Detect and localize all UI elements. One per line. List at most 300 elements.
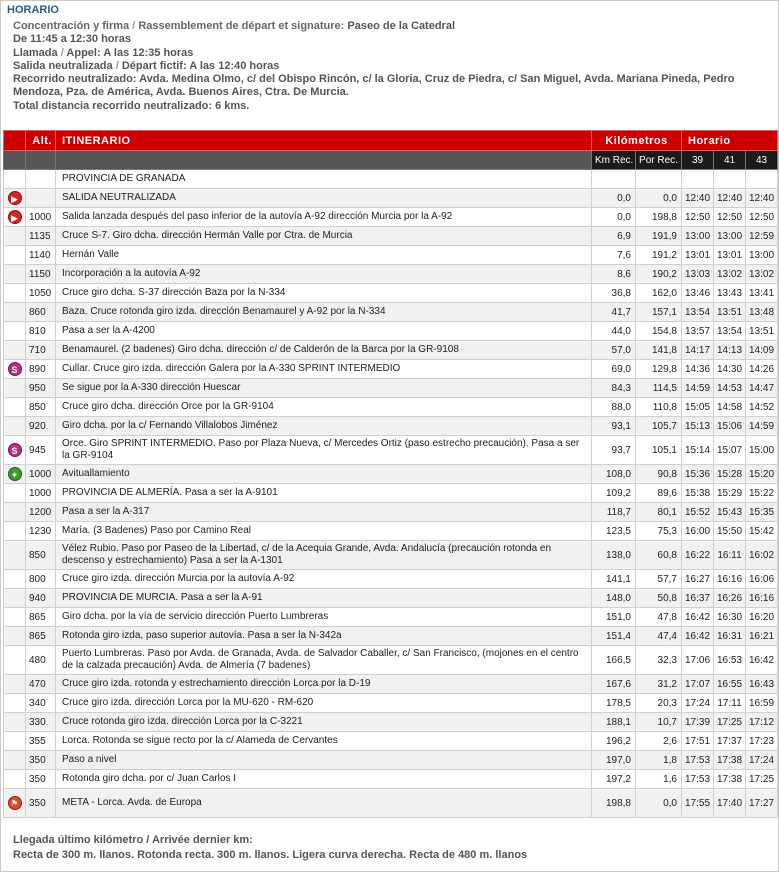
time-41-cell: 16:30 [714,608,746,627]
por-rec-cell: 57,7 [636,570,682,589]
itinerary-cell: Giro dcha. por la c/ Fernando Villalobos Jiménez [56,417,592,436]
row-icon-cell [4,789,26,818]
row-icon-cell [4,379,26,398]
row-icon-cell [4,675,26,694]
separator: / [115,59,122,72]
por-rec-cell: 0,0 [636,789,682,818]
neutral-distance: Total distancia recorrido neutralizado: 6 kms. [13,99,250,112]
itinerary-cell: Rotonda giro izda, paso superior autovía. Pasa a ser la N-342a [56,627,592,646]
por-rec-cell: 75,3 [636,522,682,541]
table-row [4,398,778,417]
row-icon-cell [4,589,26,608]
km-rec-cell: 148,0 [592,589,636,608]
km-rec-cell: 109,2 [592,484,636,503]
por-rec-cell: 89,6 [636,484,682,503]
time-39-cell: 12:40 [682,189,714,208]
por-rec-cell: 47,8 [636,608,682,627]
time-41-cell: 17:25 [714,713,746,732]
time-43-cell: 13:00 [746,246,778,265]
time-41-cell: 16:53 [714,646,746,675]
por-rec-cell: 191,9 [636,227,682,246]
time-43-cell: 12:40 [746,189,778,208]
por-rec-cell: 10,7 [636,713,682,732]
header-speed-41: 41 [714,151,746,170]
time-43-cell: 14:47 [746,379,778,398]
table-subheader-row [4,151,778,170]
subheader-empty [26,151,56,170]
itinerary-cell: Salida lanzada después del paso inferior de la autovía A-92 dirección Murcia por la A-92 [56,208,592,227]
row-icon-cell [4,265,26,284]
table-row [4,303,778,322]
time-41-cell: 15:07 [714,436,746,465]
table-row [4,694,778,713]
km-rec-cell: 44,0 [592,322,636,341]
row-icon-cell [4,503,26,522]
altitude-cell: 1200 [26,503,56,522]
time-39-cell: 15:05 [682,398,714,417]
last-km-text: Recta de 300 m. llanos. Rotonda recta. 300 m. llanos. Ligera curva derecha. Recta de 480 m. llanos [13,848,528,861]
altitude-cell: 1000 [26,484,56,503]
time-41-cell: 12:40 [714,189,746,208]
km-rec-cell: 108,0 [592,465,636,484]
por-rec-cell: 154,8 [636,322,682,341]
por-rec-cell: 105,7 [636,417,682,436]
header-speed-39: 39 [682,151,714,170]
row-icon-cell [4,284,26,303]
time-43-cell: 16:16 [746,589,778,608]
km-rec-cell: 167,6 [592,675,636,694]
km-rec-cell: 197,2 [592,770,636,789]
km-rec-cell [592,170,636,189]
table-row [4,379,778,398]
time-39-cell: 15:14 [682,436,714,465]
time-43-cell: 15:35 [746,503,778,522]
time-43-cell: 14:52 [746,398,778,417]
time-43-cell: 14:09 [746,341,778,360]
row-icon-cell [4,484,26,503]
itinerary-cell: María. (3 Badenes) Paso por Camino Real [56,522,592,541]
itinerary-cell: Cruce giro izda. dirección Lorca por la MU-620 - RM-620 [56,694,592,713]
por-rec-cell [636,170,682,189]
row-icon-cell [4,646,26,675]
altitude-cell: 940 [26,589,56,608]
time-43-cell: 17:23 [746,732,778,751]
table-row [4,246,778,265]
por-rec-cell: 198,8 [636,208,682,227]
time-41-cell: 16:55 [714,675,746,694]
header-itinerario: ITINERARIO [56,131,592,151]
table-row [4,284,778,303]
header-km-rec: Km Rec. [592,151,636,170]
feed-zone-icon: ✦ [8,467,22,481]
itinerary-cell: Hernán Valle [56,246,592,265]
time-43-cell: 14:59 [746,417,778,436]
time-41-cell [714,170,746,189]
table-row [4,541,778,570]
neutral-route: Recorrido neutralizado: Avda. Medina Olmo, c/ del Obispo Rincón, c/ la Gloria, Cruz de Piedra, c/ San Miguel, Avda. Mariana Pineda, Pedro Mendoza, Pza. de América, Avda. Buenos Aires, Ctra. De Murcia. [13,73,735,99]
altitude-cell: 1230 [26,522,56,541]
itinerary-cell: Incorporación a la autovía A-92 [56,265,592,284]
itinerary-cell: Cruce S-7. Giro dcha. dirección Hermán Valle por Ctra. de Murcia [56,227,592,246]
assembly-time: De 11:45 a 12:30 horas [13,33,132,46]
time-41-cell: 14:13 [714,341,746,360]
table-row [4,322,778,341]
time-43-cell: 16:06 [746,570,778,589]
table-row [4,341,778,360]
time-43-cell: 12:50 [746,208,778,227]
altitude-cell: 340 [26,694,56,713]
por-rec-cell: 1,8 [636,751,682,770]
time-43-cell: 13:48 [746,303,778,322]
sprint-icon: S [8,362,22,376]
altitude-cell: 810 [26,322,56,341]
itinerary-cell: Paso a nivel [56,751,592,770]
time-39-cell: 17:53 [682,751,714,770]
last-km-heading [13,833,527,848]
por-rec-cell: 32,3 [636,646,682,675]
row-icon-cell [4,541,26,570]
neutral-start-line [13,60,773,73]
por-rec-cell: 0,0 [636,189,682,208]
row-icon-cell [4,570,26,589]
altitude-cell: 850 [26,541,56,570]
time-41-cell: 15:06 [714,417,746,436]
time-43-cell [746,170,778,189]
itinerary-cell: Pasa a ser la A-4200 [56,322,592,341]
table-row [4,436,778,465]
table-row [4,189,778,208]
row-icon-cell [4,436,26,465]
stage-info [13,20,773,113]
itinerary-table [3,130,778,818]
itinerary-cell: Rotonda giro dcha. por c/ Juan Carlos I [56,770,592,789]
row-icon-cell [4,246,26,265]
time-41-cell: 13:01 [714,246,746,265]
table-row [4,484,778,503]
separator: / [146,834,152,846]
altitude-cell: 470 [26,675,56,694]
km-rec-cell: 69,0 [592,360,636,379]
row-icon-cell [4,227,26,246]
assembly-value: Paseo de la Catedral [347,20,456,32]
table-row [4,589,778,608]
km-rec-cell: 138,0 [592,541,636,570]
time-41-cell: 17:11 [714,694,746,713]
time-39-cell: 17:06 [682,646,714,675]
neutral-start-value: A las 12:40 horas [189,59,280,72]
itinerary-cell: Orce. Giro SPRINT INTERMEDIO. Paso por Plaza Nueva, c/ Mercedes Ortiz (paso estrecho precaución). Pasa a ser la GR-9104 [56,436,592,465]
separator: / [60,46,67,59]
time-41-cell: 13:00 [714,227,746,246]
time-41-cell: 16:31 [714,627,746,646]
time-41-cell: 13:54 [714,322,746,341]
itinerary-cell: Cruce giro dcha. S-37 dirección Baza por la N-334 [56,284,592,303]
time-41-cell: 16:11 [714,541,746,570]
km-rec-cell: 151,0 [592,608,636,627]
row-icon-cell [4,627,26,646]
time-41-cell: 14:30 [714,360,746,379]
row-icon-cell [4,732,26,751]
km-rec-cell: 198,8 [592,789,636,818]
call-line [13,47,773,60]
altitude-cell: 920 [26,417,56,436]
time-43-cell: 14:26 [746,360,778,379]
km-rec-cell: 7,6 [592,246,636,265]
table-row [4,208,778,227]
section-heading: HORARIO [7,4,59,16]
time-39-cell: 12:50 [682,208,714,227]
itinerary-cell: Cruce giro izda. rotonda y estrechamiento dirección Lorca por la D-19 [56,675,592,694]
assembly-line [13,20,773,33]
row-icon-cell [4,608,26,627]
itinerary-cell: Benamaurel. (2 badenes) Giro dcha. dirección c/ de Calderón de la Barca por la GR-9108 [56,341,592,360]
time-39-cell: 13:46 [682,284,714,303]
time-41-cell: 13:51 [714,303,746,322]
last-km-label-fr: Arrivée dernier km: [151,834,253,846]
row-icon-cell [4,770,26,789]
row-icon-cell [4,189,26,208]
sprint-icon: S [8,443,22,457]
time-39-cell: 13:57 [682,322,714,341]
km-rec-cell: 0,0 [592,208,636,227]
km-rec-cell: 118,7 [592,503,636,522]
altitude-cell: 710 [26,341,56,360]
itinerary-cell: SALIDA NEUTRALIZADA [56,189,592,208]
itinerary-cell: PROVINCIA DE ALMERÍA. Pasa a ser la A-9101 [56,484,592,503]
header-por-rec: Por Rec. [636,151,682,170]
table-row [4,265,778,284]
por-rec-cell: 114,5 [636,379,682,398]
table-row [4,732,778,751]
row-icon-cell [4,360,26,379]
time-43-cell: 15:22 [746,484,778,503]
time-39-cell: 15:38 [682,484,714,503]
km-rec-cell: 57,0 [592,341,636,360]
table-row [4,417,778,436]
time-39-cell: 17:51 [682,732,714,751]
table-row [4,570,778,589]
time-39-cell: 16:37 [682,589,714,608]
altitude-cell: 480 [26,646,56,675]
time-43-cell: 15:00 [746,436,778,465]
time-39-cell: 15:52 [682,503,714,522]
row-icon-cell [4,522,26,541]
header-speed-43: 43 [746,151,778,170]
call-value: A las 12:35 horas [103,46,194,59]
time-41-cell: 13:43 [714,284,746,303]
time-39-cell: 17:24 [682,694,714,713]
time-43-cell: 16:20 [746,608,778,627]
altitude-cell: 800 [26,570,56,589]
time-39-cell: 14:59 [682,379,714,398]
por-rec-cell: 2,6 [636,732,682,751]
altitude-cell: 1000 [26,465,56,484]
altitude-cell [26,189,56,208]
time-39-cell: 16:42 [682,627,714,646]
altitude-cell: 865 [26,608,56,627]
km-rec-cell: 88,0 [592,398,636,417]
km-rec-cell: 197,0 [592,751,636,770]
time-39-cell [682,170,714,189]
table-row [4,751,778,770]
altitude-cell: 950 [26,379,56,398]
header-alt: Alt. [26,131,56,151]
por-rec-cell: 90,8 [636,465,682,484]
time-39-cell: 14:17 [682,341,714,360]
km-rec-cell: 123,5 [592,522,636,541]
altitude-cell: 350 [26,789,56,818]
time-39-cell: 17:53 [682,770,714,789]
time-41-cell: 17:37 [714,732,746,751]
neutral-start-label: Salida neutralizada [13,59,113,72]
row-icon-cell [4,303,26,322]
start-icon: ▶ [8,191,22,205]
por-rec-cell: 105,1 [636,436,682,465]
altitude-cell: 890 [26,360,56,379]
por-rec-cell: 80,1 [636,503,682,522]
por-rec-cell: 1,6 [636,770,682,789]
assembly-label: Concentración y firma [13,20,130,32]
call-label: Llamada [13,46,58,59]
row-icon-cell [4,465,26,484]
time-43-cell: 17:12 [746,713,778,732]
table-row [4,789,778,818]
table-row [4,608,778,627]
time-39-cell: 16:22 [682,541,714,570]
row-icon-cell [4,170,26,189]
row-icon-cell [4,694,26,713]
time-43-cell: 16:59 [746,694,778,713]
table-row [4,646,778,675]
itinerary-cell: Vélez Rubio. Paso por Paseo de la Libertad, c/ de la Acequia Grande, Avda. Andalucía (precaución rotonda en descenso y estrechamiento) Pasa a ser la A-1301 [56,541,592,570]
time-43-cell: 15:20 [746,465,778,484]
itinerary-cell: Baza. Cruce rotonda giro izda. dirección Benamaurel y A-92 por la N-334 [56,303,592,322]
time-43-cell: 15:42 [746,522,778,541]
itinerary-rows [4,170,778,818]
por-rec-cell: 190,2 [636,265,682,284]
itinerary-cell: PROVINCIA DE MURCIA. Pasa a ser la A-91 [56,589,592,608]
table-row [4,503,778,522]
time-41-cell: 16:26 [714,589,746,608]
time-43-cell: 17:27 [746,789,778,818]
time-41-cell: 16:16 [714,570,746,589]
last-km-info [13,833,527,862]
time-41-cell: 15:50 [714,522,746,541]
table-row [4,627,778,646]
km-rec-cell: 36,8 [592,284,636,303]
itinerary-cell: Cruce giro izda. dirección Murcia por la autovía A-92 [56,570,592,589]
por-rec-cell: 47,4 [636,627,682,646]
km-rec-cell: 166,5 [592,646,636,675]
time-41-cell: 17:40 [714,789,746,818]
altitude-cell: 350 [26,751,56,770]
km-rec-cell: 93,1 [592,417,636,436]
km-rec-cell: 141,1 [592,570,636,589]
time-39-cell: 17:39 [682,713,714,732]
altitude-cell: 1000 [26,208,56,227]
time-41-cell: 12:50 [714,208,746,227]
time-43-cell: 17:25 [746,770,778,789]
row-icon-cell [4,398,26,417]
km-rec-cell: 8,6 [592,265,636,284]
assembly-label-fr: Rassemblement de départ et signature: [138,20,345,32]
time-43-cell: 13:02 [746,265,778,284]
por-rec-cell: 157,1 [636,303,682,322]
time-43-cell: 13:41 [746,284,778,303]
time-39-cell: 15:13 [682,417,714,436]
subheader-empty [56,151,592,170]
itinerary-cell: PROVINCIA DE GRANADA [56,170,592,189]
por-rec-cell: 110,8 [636,398,682,417]
altitude-cell: 1150 [26,265,56,284]
time-41-cell: 14:58 [714,398,746,417]
por-rec-cell: 162,0 [636,284,682,303]
altitude-cell: 865 [26,627,56,646]
itinerary-cell: Pasa a ser la A-317 [56,503,592,522]
time-41-cell: 15:43 [714,503,746,522]
km-rec-cell: 93,7 [592,436,636,465]
table-row [4,522,778,541]
altitude-cell [26,170,56,189]
table-row [4,227,778,246]
time-41-cell: 14:53 [714,379,746,398]
itinerary-cell: Giro dcha. por la vía de servicio dirección Puerto Lumbreras [56,608,592,627]
km-rec-cell: 151,4 [592,627,636,646]
time-39-cell: 14:36 [682,360,714,379]
por-rec-cell: 141,8 [636,341,682,360]
last-km-label: Llegada último kilómetro [13,834,144,846]
itinerary-cell: Cullar. Cruce giro izda. dirección Galera por la A-330 SPRINT INTERMEDIO [56,360,592,379]
table-row [4,675,778,694]
time-39-cell: 13:00 [682,227,714,246]
altitude-cell: 1050 [26,284,56,303]
altitude-cell: 945 [26,436,56,465]
start-icon: ▶ [8,210,22,224]
time-41-cell: 17:38 [714,751,746,770]
altitude-cell: 860 [26,303,56,322]
km-rec-cell: 6,9 [592,227,636,246]
itinerary-cell: Se sigue por la A-330 dirección Huescar [56,379,592,398]
km-rec-cell: 178,5 [592,694,636,713]
altitude-cell: 1140 [26,246,56,265]
header-icon-cell [4,131,26,151]
itinerary-cell: Avituallamiento [56,465,592,484]
itinerary-cell: Cruce rotonda giro izda. dirección Lorca por la C-3221 [56,713,592,732]
time-43-cell: 12:59 [746,227,778,246]
call-label-fr: Appel: [66,46,101,59]
time-43-cell: 13:51 [746,322,778,341]
altitude-cell: 355 [26,732,56,751]
header-kilometros: Kilómetros [592,131,682,151]
header-horario: Horario [682,131,778,151]
time-43-cell: 16:43 [746,675,778,694]
itinerary-cell: Puerto Lumbreras. Paso por Avda. de Granada, Avda. de Salvador Caballer, c/ San Francisco, (mojones en el centro de la calzada precaución) Avda. de Almería (7 badenes) [56,646,592,675]
time-39-cell: 15:36 [682,465,714,484]
time-41-cell: 15:29 [714,484,746,503]
itinerary-cell: Lorca. Rotonda se sigue recto por la c/ Alameda de Cervantes [56,732,592,751]
row-icon-cell [4,208,26,227]
km-rec-cell: 188,1 [592,713,636,732]
row-icon-cell [4,322,26,341]
subheader-empty [4,151,26,170]
time-43-cell: 16:21 [746,627,778,646]
time-39-cell: 16:00 [682,522,714,541]
altitude-cell: 350 [26,770,56,789]
row-icon-cell [4,417,26,436]
por-rec-cell: 20,3 [636,694,682,713]
finish-flag-icon: ⚑ [8,796,22,810]
row-icon-cell [4,341,26,360]
